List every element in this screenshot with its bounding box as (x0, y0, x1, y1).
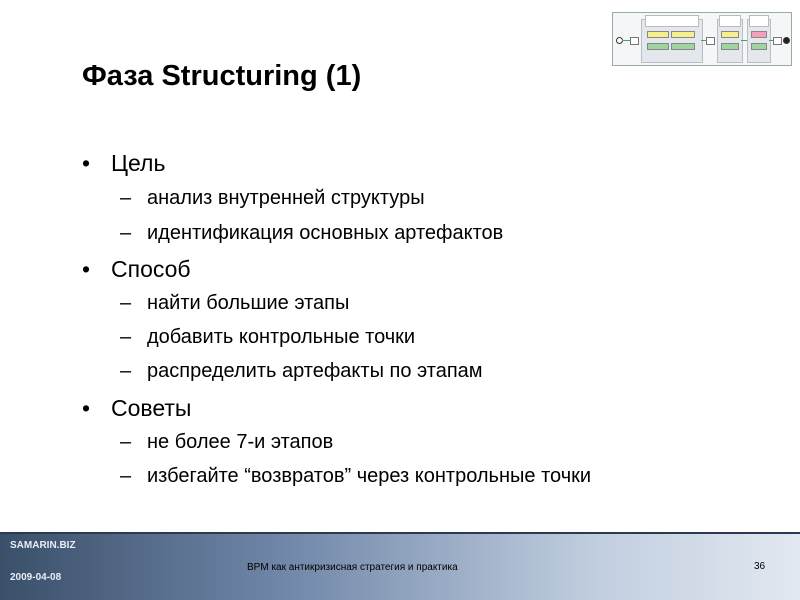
bullet-label: Советы (111, 395, 192, 421)
bullet-marker: • (82, 395, 91, 421)
phase-note-1 (645, 15, 699, 27)
end-event-icon (783, 37, 790, 44)
dash-marker: – (120, 431, 132, 453)
sub-bullet-text: идентификация основных артефактов (147, 222, 504, 244)
sub-bullet-text: найти большие этапы (147, 292, 350, 314)
slide-footer (0, 532, 800, 600)
checkpoint-node (706, 37, 715, 45)
bullet-tips (82, 395, 191, 422)
process-diagram-thumbnail (612, 12, 792, 66)
dash-marker: – (120, 187, 132, 209)
artifact-box (647, 43, 669, 50)
artifact-box (721, 31, 739, 38)
sub-bullet (120, 360, 483, 383)
bullet-method (82, 256, 191, 283)
sub-bullet (120, 222, 503, 245)
flow-arrow (622, 40, 630, 41)
artifact-box (751, 43, 767, 50)
dash-marker: – (120, 222, 132, 244)
footer-site: SAMARIN.BIZ (10, 540, 76, 551)
slide-title: Фаза Structuring (1) (82, 60, 362, 92)
footer-date: 2009-04-08 (10, 572, 62, 583)
checkpoint-node (630, 37, 639, 45)
sub-bullet (120, 187, 425, 210)
bullet-label: Способ (111, 256, 191, 282)
sub-bullet-text: распределить артефакты по этапам (147, 360, 483, 382)
checkpoint-node (773, 37, 782, 45)
artifact-box (647, 31, 669, 38)
bullet-marker: • (82, 256, 91, 282)
sub-bullet-text: не более 7-и этапов (147, 431, 334, 453)
artifact-box (671, 43, 695, 50)
bullet-label: Цель (111, 150, 166, 176)
sub-bullet-text: анализ внутренней структуры (147, 187, 425, 209)
artifact-box (671, 31, 695, 38)
artifact-box (751, 31, 767, 38)
sub-bullet-text: добавить контрольные точки (147, 326, 416, 348)
bullet-goal (82, 150, 165, 177)
phase-note-3 (749, 15, 769, 27)
phase-note-2 (719, 15, 741, 27)
bullet-marker: • (82, 150, 91, 176)
sub-bullet (120, 326, 415, 349)
sub-bullet (120, 292, 349, 315)
sub-bullet (120, 465, 591, 488)
sub-bullet (120, 431, 333, 454)
artifact-box (721, 43, 739, 50)
page-number: 36 (754, 561, 766, 572)
footer-caption: BPM как антикризисная стратегия и практика (247, 562, 458, 573)
sub-bullet-text: избегайте “возвратов” через контрольные точки (147, 465, 592, 487)
dash-marker: – (120, 326, 132, 348)
dash-marker: – (120, 360, 132, 382)
dash-marker: – (120, 292, 132, 314)
dash-marker: – (120, 465, 132, 487)
